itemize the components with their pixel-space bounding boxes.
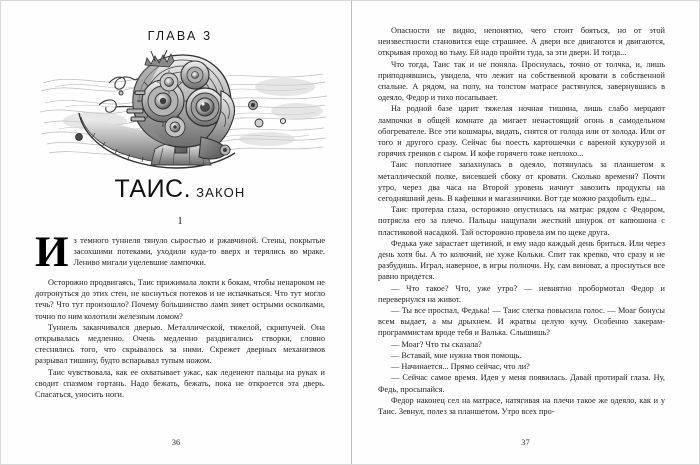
dialogue-line: — Сейчас самое время. Идея у меня появилась. Давай протирай глаза. Ну, Федь, просыпайся. bbox=[378, 373, 665, 394]
paragraph bbox=[35, 229, 325, 277]
paragraph: Таис протерла глаза, осторожно опустилась на матрас рядом с Федором, потрясла его за плечо. Пальцы нащупали жесткий шнурок от капюшона с пластиковой насадкой. Тай осторожно провела им по щеке друга. bbox=[378, 205, 665, 237]
paragraph: Федор наконец сел на матрасе, натягивая на плечи такое же одеяло, как и у Таис. Зевнул, полез за планшетом. Утро всех про- bbox=[378, 395, 665, 416]
paragraph: Туннель заканчивался дверью. Металлической, тяжелой, скрипучей. Она открывалась медленно. Очень медленно раздвигались створки, словно стеснялись того, что скрывалось за ними. Скрежет дверных механизмов разрывал тишину, будто вспарывал тупым ножом. bbox=[35, 322, 325, 366]
paragraph: Опасности не видно, непонятно, чего стоит бояться, но от этой неизвестности становится еще страшнее. А двери все двигаются и двигаются, открывая проход во тьму. Ей надо пройти туда, за эти двери. И тогда... bbox=[378, 26, 665, 58]
mechanical-cyborg-head-illustration bbox=[35, 49, 331, 169]
paragraph: На родной базе царит тяжелая ночная тишина, лишь слабо мерцают лампочки в общей комнате да мигает ненастоящий огонь в самодельном обогревателе. Все эти кошмары, видать, снятся от голода или от холода. Или от того и другого сразу. Сейчас бы поесть картошечки с вареной кукурузой и горячих гренков с сыром. И кофе горячего тоже неплохо... bbox=[378, 104, 665, 159]
dialogue-line: — Начинается... Прямо сейчас, что ли? bbox=[391, 362, 530, 372]
dialogue-line: — Что такое? Что, уже утро? — невнятно пробормотал Федор и перевернулся на живот. bbox=[378, 283, 665, 304]
page-number-left: 36 bbox=[171, 437, 181, 447]
dialogue-line: — Моаг? Что ты сказала? bbox=[391, 339, 482, 349]
drop-cap: И bbox=[35, 229, 69, 276]
paragraph: Таис поплотнее запахнулась в одеяло, потянулась за планшетом к металлической полке, висевшей сбоку от кровати. Сколько времени? Почти утро, через два часа на Второй уровень начнут завозить продукты на сегодняшний день. В кафешки и магазинчики. Вот где можно раздобыть еды... bbox=[378, 160, 665, 204]
section-number: 1 bbox=[177, 215, 183, 227]
dialogue-line: — Вставай, мне нужна твоя помощь. bbox=[391, 350, 522, 360]
dialogue-line: — Ты все проспал, Федька! — Таис слегка повысила голос. — Моаг бонусы всем выдает, а мы дрыхнем. И жратвы целую кучу. Особенно хакерам-программистам вроде тебя и Валька. Слышишь? bbox=[378, 306, 665, 338]
story-title-main: ТАИС. bbox=[114, 175, 192, 203]
paragraph: Что тогда, Таис так и не поняла. Проснулась, точно от толчка, и, лишь приподнявшись, увидела, что лежит на собственной кровати в собственной спальне. А рядом, на полу, на толстом матрасе растянулся, завернувшись в одеяло, Федор и тихо посапывает. bbox=[378, 59, 665, 103]
paragraph: Федька уже зарастает щетиной, и ему надо каждый день бриться. Или через день хотя бы. А то колючий, не хуже Кольки. Спит так крепко, что сразу и не разбудишь. Играл, наверное, в игры полночи. Ну, сам виноват, а проснуться все равно придется. bbox=[378, 238, 665, 282]
left-page-body bbox=[35, 229, 325, 400]
right-page bbox=[351, 1, 699, 464]
chapter-label: ГЛАВА 3 bbox=[147, 29, 213, 43]
paragraph: Осторожно продвигаясь, Таис прижимала локти к бокам, чтобы ненароком не дотронуться до этих стен, не коснуться потеков и не испачкаться. Что тут могло течь? Что тут произошло? Почему большинство ламп зияет острыми осколками, точно по ним колотили железным ломом? bbox=[35, 278, 325, 321]
right-page-body bbox=[378, 25, 665, 417]
story-title-sub: ЗАКОН bbox=[196, 185, 246, 200]
paragraph: Таис чувствовала, как ее охватывает ужас, как леденеют пальцы на руках и сводит спазмом гортань. Надо бежать, бежать, пока не откроется эта дверь. Спасаться, уносить ноги. bbox=[35, 367, 325, 400]
page-number-right: 37 bbox=[521, 437, 530, 447]
paragraph-text: з темного туннеля тянуло сыростью и ржавчиной. Стены, покрытые засохшими потеками, уходили куда-то вверх и терялись во мраке. Лениво мигали уцелевшие лампочки. bbox=[73, 236, 325, 268]
left-page bbox=[1, 1, 351, 464]
story-title bbox=[35, 175, 325, 204]
